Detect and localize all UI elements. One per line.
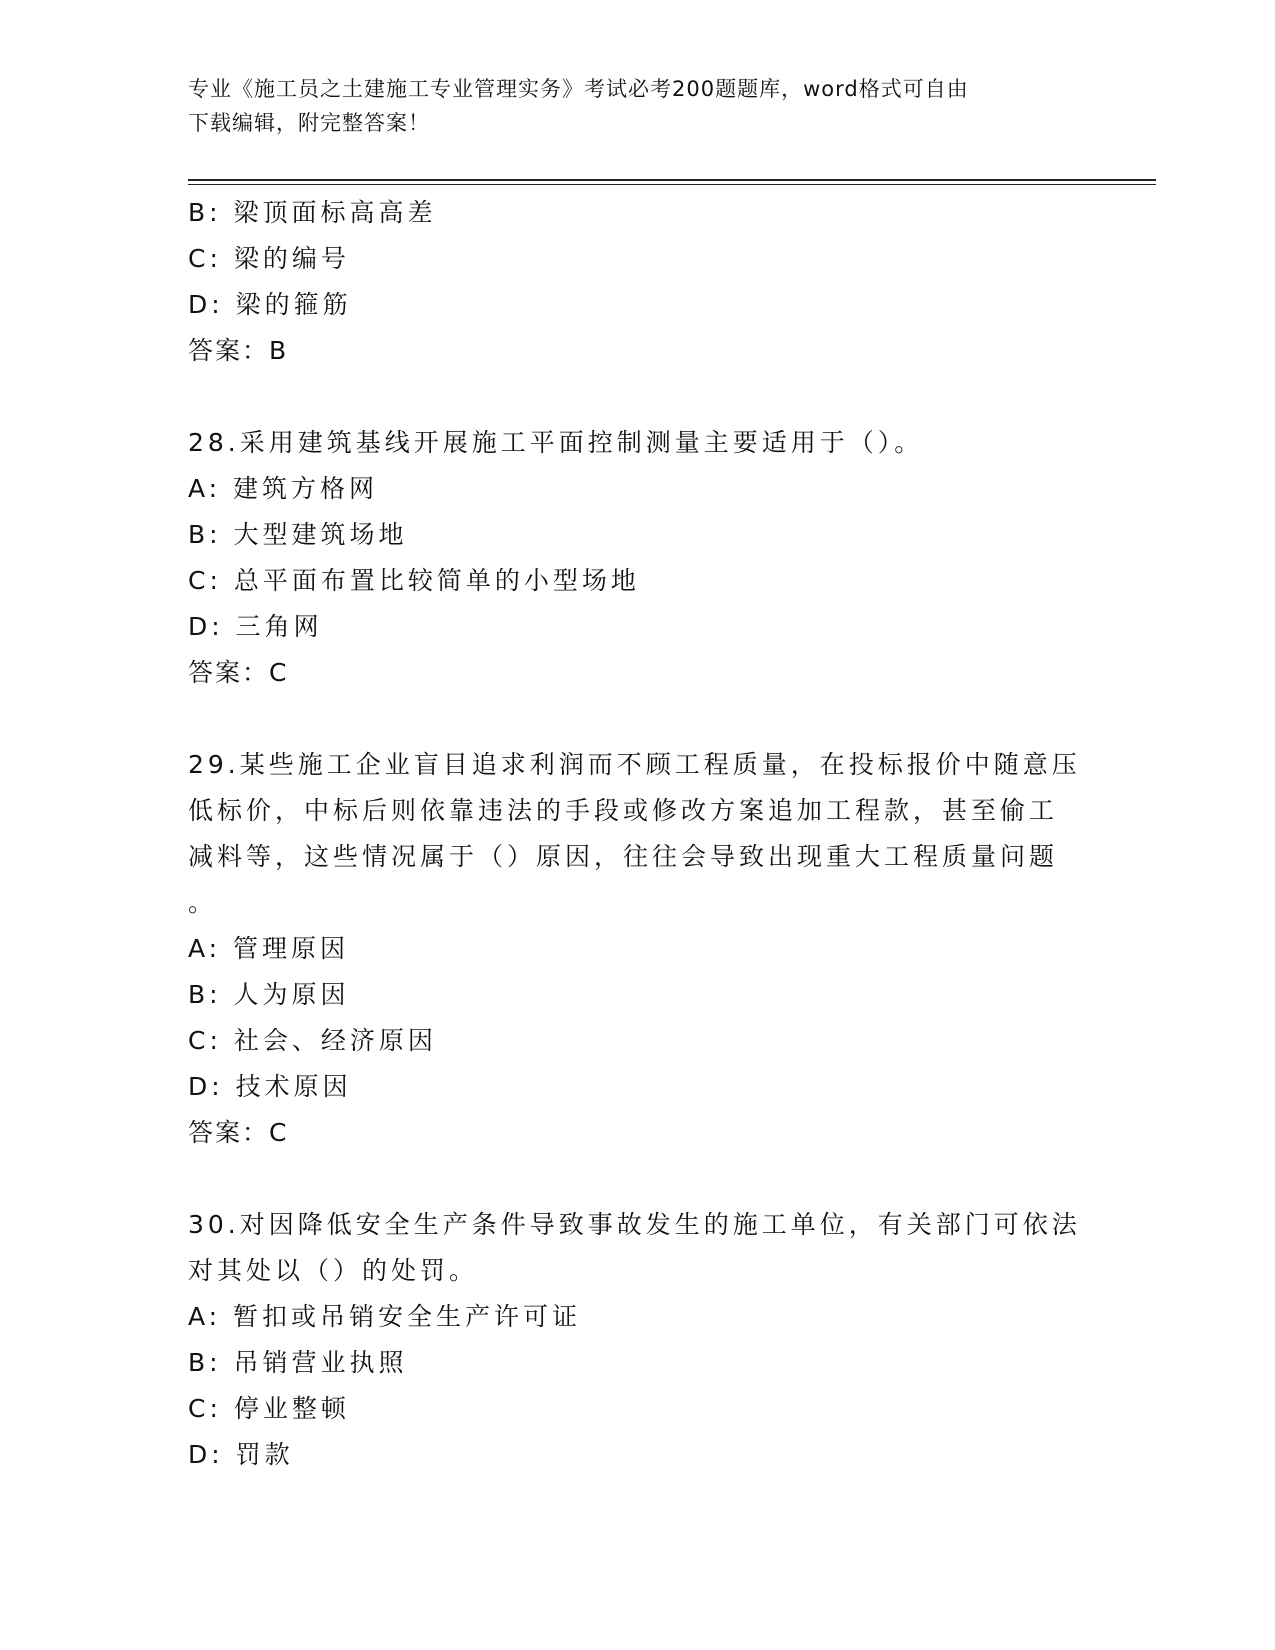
question-stem-line-2: 低标价，中标后则依靠违法的手段或修改方案追加工程款，甚至偷工 [188, 796, 1059, 825]
option-d: D: 罚款 [188, 1440, 294, 1469]
question-stem-line-2: 对其处以（）的处罚。 [188, 1256, 479, 1285]
option-c: C: 停业整顿 [188, 1394, 350, 1423]
spacer [188, 696, 1088, 742]
question-stem-line-1: 30.对因降低安全生产条件导致事故发生的施工单位，有关部门可依法 [188, 1210, 1081, 1239]
option-c: C: 总平面布置比较简单的小型场地 [188, 566, 640, 595]
spacer [188, 374, 1088, 420]
question-29 [188, 742, 1088, 1156]
answer: 答案：C [188, 1118, 289, 1147]
option-b: B: 吊销营业执照 [188, 1348, 408, 1377]
option-c: C: 社会、经济原因 [188, 1026, 437, 1055]
option-a: A: 暂扣或吊销安全生产许可证 [188, 1302, 582, 1331]
header-rule-thick [188, 179, 1156, 181]
option-c: C: 梁的编号 [188, 244, 350, 273]
option-b: B: 梁顶面标高高差 [188, 198, 437, 227]
spacer [188, 1156, 1088, 1202]
header-line-1: 专业《施工员之土建施工专业管理实务》考试必考200题题库，word格式可自由 [188, 77, 969, 101]
option-a: A: 管理原因 [188, 934, 350, 963]
document-header [188, 72, 1068, 140]
header-line-2: 下载编辑，附完整答案！ [188, 111, 430, 135]
option-b: B: 大型建筑场地 [188, 520, 408, 549]
option-d: D: 技术原因 [188, 1072, 352, 1101]
option-d: D: 三角网 [188, 612, 323, 641]
header-rule-thin [188, 184, 1156, 185]
option-a: A: 建筑方格网 [188, 474, 379, 503]
question-body [188, 190, 1088, 1478]
option-b: B: 人为原因 [188, 980, 350, 1009]
question-30 [188, 1202, 1088, 1478]
answer: 答案：C [188, 658, 289, 687]
question-stem-line-3: 减料等，这些情况属于（）原因，往往会导致出现重大工程质量问题 [188, 842, 1059, 871]
question-stem-line-1: 29.某些施工企业盲目追求利润而不顾工程质量，在投标报价中随意压 [188, 750, 1081, 779]
question-28 [188, 420, 1088, 696]
question-27 [188, 190, 1088, 374]
question-stem-line-4: 。 [188, 888, 218, 917]
question-stem: 28.采用建筑基线开展施工平面控制测量主要适用于（）。 [188, 428, 924, 457]
answer: 答案：B [188, 336, 289, 365]
option-d: D: 梁的箍筋 [188, 290, 352, 319]
